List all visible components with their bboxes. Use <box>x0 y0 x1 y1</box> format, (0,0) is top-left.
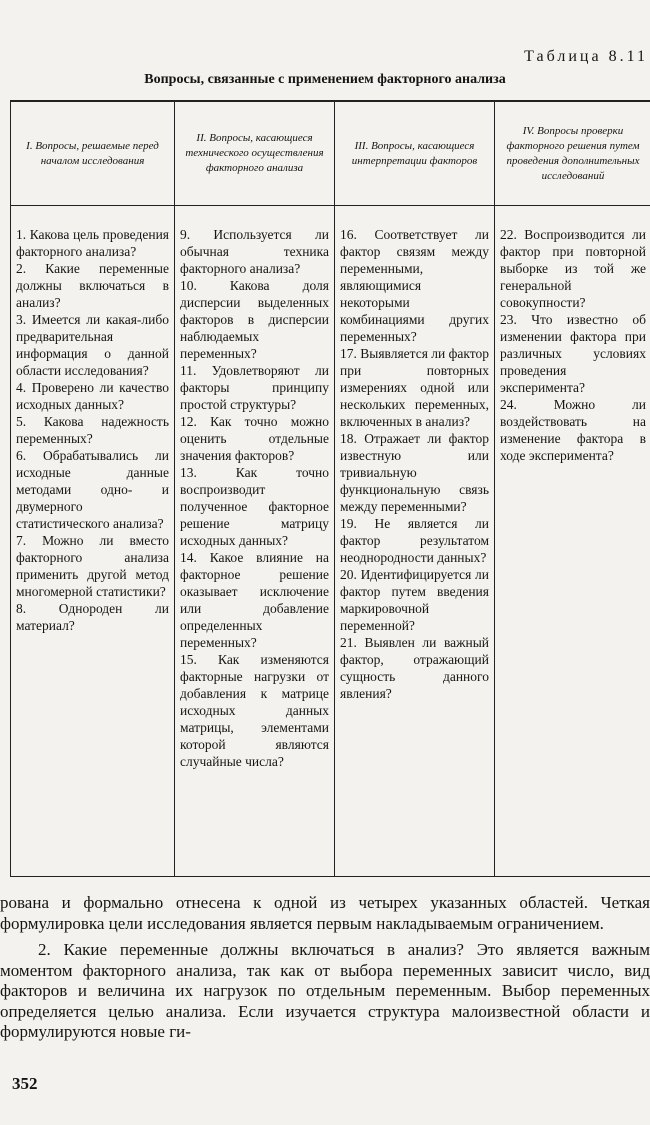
question-item: 8. Однороден ли материал? <box>16 601 169 633</box>
question-item: 5. Какова надежность переменных? <box>16 414 169 446</box>
column-header-1: I. Вопросы, решаемые перед началом исследования <box>11 102 175 205</box>
question-item: 7. Можно ли вместо факторного анализа применить другой метод многомерной статистики? <box>16 533 169 599</box>
body-text <box>0 893 650 1043</box>
question-item: 1. Какова цель проведения факторного анализа? <box>16 227 169 259</box>
question-item: 22. Воспроизводится ли фактор при повторной выборке из той же генеральной совокупности? <box>500 227 646 310</box>
table-body-row <box>11 206 650 876</box>
page-number: 352 <box>12 1074 38 1093</box>
question-item: 21. Выявлен ли важный фактор, отражающий сущность данного явления? <box>340 635 489 701</box>
question-item: 15. Как изменяются факторные нагрузки от добавления к матрице исходных данных матрицы, элементами которой являются случайные числа? <box>180 652 329 769</box>
question-item: 6. Обрабатывались ли исходные данные методами одно- и двумерного статистического анализа? <box>16 448 169 531</box>
question-item: 19. Не является ли фактор результатом неоднородности данных? <box>340 516 489 565</box>
table-header-row <box>11 102 650 206</box>
question-item: 17. Выявляется ли фактор при повторных измерениях одной или нескольких переменных, включенных в анализ? <box>340 346 489 429</box>
question-item: 20. Идентифицируется ли фактор путем введения маркировочной переменной? <box>340 567 489 633</box>
question-item: 11. Удовлетворяют ли факторы принципу простой структуры? <box>180 363 329 412</box>
column-header-3: III. Вопросы, касающиеся интерпретации факторов <box>335 102 495 205</box>
paragraph: рована и формально отнесена к одной из четырех указанных областей. Четкая формулировка цели исследования является первым накладываемым ограничением. <box>0 893 650 933</box>
table-label: Таблица 8.11 <box>524 48 648 65</box>
table-title: Вопросы, связанные с применением факторного анализа <box>144 72 506 87</box>
question-item: 3. Имеется ли какая-либо предварительная информация о данной области исследования? <box>16 312 169 378</box>
question-item: 18. Отражает ли фактор известную или тривиальную функциональную связь между переменными? <box>340 431 489 514</box>
column-4-questions <box>495 206 650 876</box>
question-item: 23. Что известно об изменении фактора при различных условиях проведения эксперимента? <box>500 312 646 395</box>
question-item: 10. Какова доля дисперсии выделенных факторов в дисперсии наблюдаемых переменных? <box>180 278 329 361</box>
column-header-2: II. Вопросы, касающиеся технического осуществления факторного анализа <box>175 102 335 205</box>
question-item: 13. Как точно воспроизводит полученное факторное решение матрицу исходных данных? <box>180 465 329 548</box>
question-item: 4. Проверено ли качество исходных данных? <box>16 380 169 412</box>
column-header-4: IV. Вопросы проверки факторного решения путем проведения дополнительных исследований <box>506 124 640 182</box>
column-3-questions <box>335 206 495 876</box>
question-item: 16. Соответствует ли фактор связям между переменными, являющимися некоторыми комбинациями других переменных? <box>340 227 489 344</box>
questions-table <box>10 100 650 877</box>
paragraph: 2. Какие переменные должны включаться в анализ? Это является важным моментом факторного анализа, так как от выбора переменных зависит число, вид факторов и величина их нагрузок по отдельным переменным. Выбор переменных определяется целью анализа. Если изучается структура малоизвестной области и формулируются новые ги- <box>0 940 650 1041</box>
column-2-questions <box>175 206 335 876</box>
question-item: 9. Используется ли обычная техника факторного анализа? <box>180 227 329 276</box>
question-item: 14. Какое влияние на факторное решение оказывает исключение или добавление определенных переменных? <box>180 550 329 650</box>
column-1-questions <box>11 206 175 876</box>
question-item: 12. Как точно можно оценить отдельные значения факторов? <box>180 414 329 463</box>
question-item: 2. Какие переменные должны включаться в анализ? <box>16 261 169 310</box>
question-item: 24. Можно ли воздействовать на изменение фактора в ходе эксперимента? <box>500 397 646 463</box>
